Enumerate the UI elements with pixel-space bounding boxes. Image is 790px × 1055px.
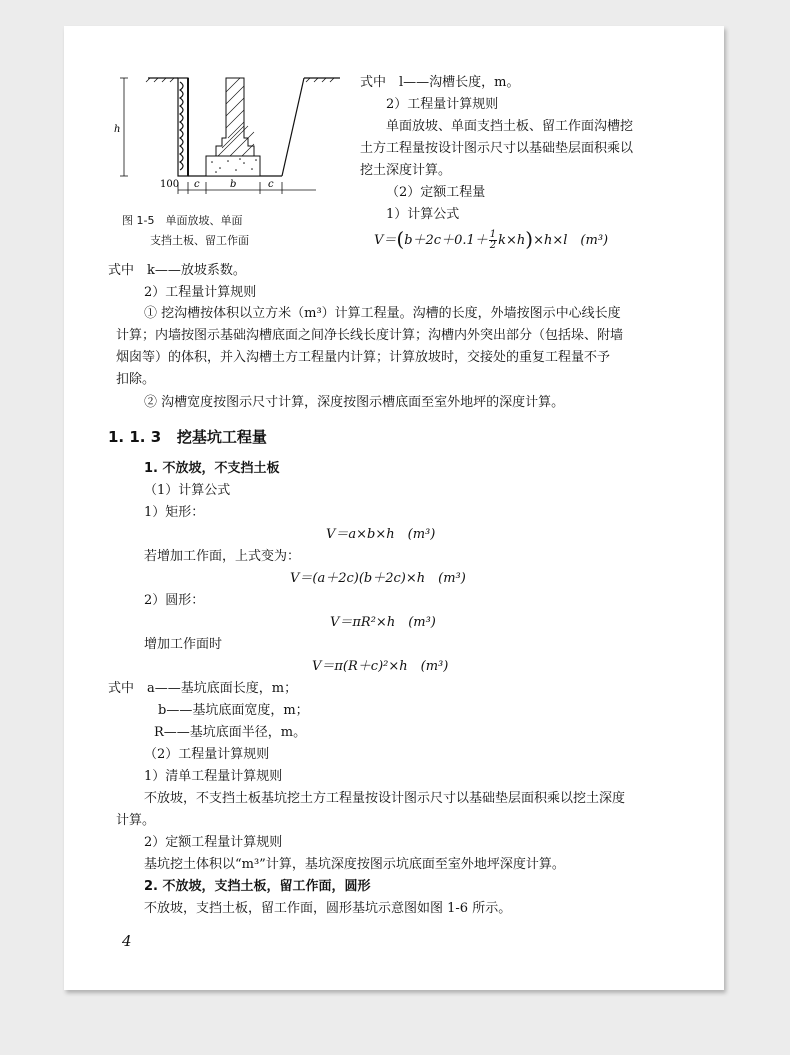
- document-page: [64, 26, 724, 990]
- s1-rules: （2）工程量计算规则: [144, 747, 270, 762]
- label-100: 100: [160, 179, 180, 190]
- page-number: 4: [122, 932, 132, 950]
- formula-circle: V＝πR²×h (m³): [330, 615, 436, 630]
- s1-heading: 1. 不放坡，不支挡土板: [144, 461, 280, 476]
- s1-list-line2: 计算。: [116, 813, 156, 828]
- p1-line3: 烟囱等）的体积，并入沟槽土方工程量内计算；计算放坡时，交接处的重复工程量不予: [116, 350, 611, 365]
- s1-rect: 1）矩形：: [144, 505, 205, 520]
- label-h: h: [114, 124, 121, 135]
- s2-text: 不放坡，支挡土板，留工作面，圆形基坑示意图如图 1-6 所示。: [144, 901, 512, 916]
- s1-calc: （1）计算公式: [144, 483, 231, 498]
- rule-text-line1: 单面放坡、单面支挡土板、留工作面沟槽挖: [386, 119, 634, 134]
- rule-text-line2: 土方工程量按设计图示尺寸以基础垫层面积乘以: [360, 141, 634, 156]
- formula-circle2: V＝π(R＋c)²×h (m³): [312, 659, 449, 674]
- p1-line2: 计算；内墙按图示基础沟槽底面之间净长线长度计算；沟槽内外突出部分（包括垛、附墙: [116, 328, 624, 343]
- l-definition: 式中 l——沟槽长度，m。: [360, 75, 520, 90]
- s1-list-rule: 1）清单工程量计算规则: [144, 769, 283, 784]
- figure-caption-line2: 支挡土板、留工作面: [150, 234, 249, 247]
- quota-heading: （2）定额工程量: [386, 185, 486, 200]
- label-c1: c: [194, 179, 200, 190]
- section-title: 挖基坑工程量: [176, 428, 267, 446]
- s1-list-line1: 不放坡，不支挡土板基坑挖土方工程量按设计图示尺寸以基础垫层面积乘以挖土深度: [144, 791, 626, 806]
- p1-line1: ① 挖沟槽按体积以立方米（m³）计算工程量。沟槽的长度，外墙按图示中心线长度: [144, 306, 621, 321]
- s1-addwork2: 增加工作面时: [144, 637, 223, 652]
- label-b: b: [230, 179, 237, 190]
- trench-diagram: [104, 72, 340, 202]
- rule-heading: 2）工程量计算规则: [386, 97, 499, 112]
- section-heading: [108, 426, 267, 447]
- label-c2: c: [268, 179, 274, 190]
- s2-heading: 2. 不放坡，支挡土板，留工作面，圆形: [144, 879, 371, 894]
- k-definition: 式中 k——放坡系数。: [108, 263, 246, 278]
- calc-heading: 1）计算公式: [386, 207, 460, 222]
- section-number: 1. 1. 3: [108, 428, 162, 446]
- formula-trench: V＝(b＋2c＋0.1＋ $\frac{1}{2}$ k×h)×h×l (m³): [374, 227, 609, 251]
- s1-addwork: 若增加工作面，上式变为：: [144, 549, 301, 564]
- s1-quota-text: 基坑挖土体积以“m³”计算，基坑深度按图示坑底面至室外地坪深度计算。: [144, 857, 565, 872]
- s1-circle: 2）圆形：: [144, 593, 205, 608]
- p1-line4: 扣除。: [116, 372, 156, 387]
- formula-rect2: V＝(a＋2c)(b＋2c)×h (m³): [290, 571, 466, 586]
- formula-rect: V＝a×b×h (m³): [326, 527, 436, 542]
- p2: ② 沟槽宽度按图示尺寸计算，深度按图示槽底面至室外地坪的深度计算。: [144, 395, 565, 410]
- s1-quota-rule: 2）定额工程量计算规则: [144, 835, 283, 850]
- figure-caption-line1: 图 1-5 单面放坡、单面: [122, 214, 243, 227]
- def-a: 式中 a——基坑底面长度，m；: [108, 681, 298, 696]
- def-b: b——基坑底面宽度，m；: [158, 703, 309, 718]
- rule-heading-2: 2）工程量计算规则: [144, 285, 257, 300]
- rule-text-line3: 挖土深度计算。: [360, 163, 452, 178]
- def-R: R——基坑底面半径，m。: [154, 725, 307, 740]
